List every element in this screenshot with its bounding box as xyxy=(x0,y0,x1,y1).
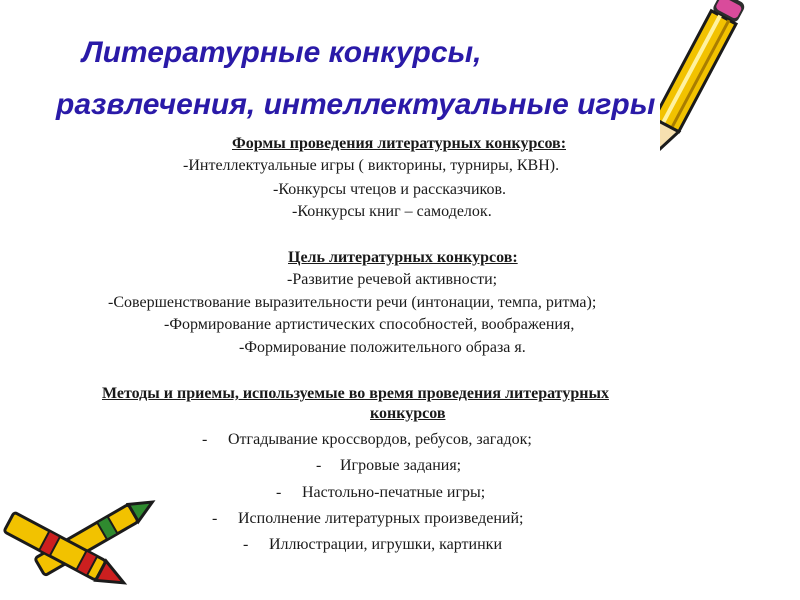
list-item: -Совершенствование выразительности речи (интонации, темпа, ритма); xyxy=(108,294,597,311)
list-bullet: - xyxy=(243,536,249,553)
pencil-icon xyxy=(660,0,800,200)
list-item: -Интеллектуальные игры ( викторины, турниры, КВН). xyxy=(183,157,560,174)
title-line-2: развлечения, интеллектуальные игры xyxy=(56,88,656,121)
list-item: Иллюстрации, игрушки, картинки xyxy=(269,536,502,553)
title-line-1: Литературные конкурсы, xyxy=(82,36,482,69)
list-bullet: - xyxy=(202,431,208,448)
section-methods-heading-1: Методы и приемы, используемые во время проведения литературных xyxy=(102,385,609,402)
list-bullet: - xyxy=(276,484,282,501)
list-item: Исполнение литературных произведений; xyxy=(238,510,524,527)
list-item: -Конкурсы чтецов и рассказчиков. xyxy=(273,181,507,198)
list-item: -Развитие речевой активности; xyxy=(287,271,498,288)
section-methods-heading-2: конкурсов xyxy=(370,405,446,422)
list-item: -Конкурсы книг – самоделок. xyxy=(292,203,492,220)
crayon-icon xyxy=(0,480,180,600)
list-item: -Формирование артистических способностей, воображения, xyxy=(164,316,575,333)
list-item: -Формирование положительного образа я. xyxy=(239,339,526,356)
section-goals-heading: Цель литературных конкурсов: xyxy=(288,249,518,266)
list-item: Отгадывание кроссвордов, ребусов, загадок; xyxy=(228,431,532,448)
list-item: Игровые задания; xyxy=(340,457,462,474)
list-bullet: - xyxy=(212,510,218,527)
section-forms-heading: Формы проведения литературных конкурсов: xyxy=(232,135,567,152)
list-bullet: - xyxy=(316,457,322,474)
list-item: Настольно-печатные игры; xyxy=(302,484,486,501)
